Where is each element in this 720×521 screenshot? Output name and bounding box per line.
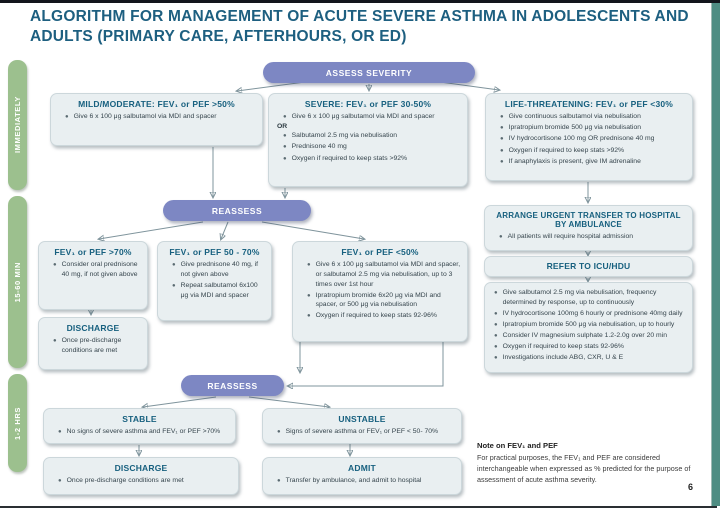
box-arrange-transfer bbox=[484, 205, 693, 251]
bullet-dot: ● bbox=[172, 282, 176, 289]
bottom-border bbox=[0, 506, 717, 508]
reassess-pill-2: REASSESS bbox=[181, 375, 284, 396]
bullet-item bbox=[58, 476, 232, 486]
box-discharge-2-title: DISCHARGE bbox=[114, 463, 168, 473]
box-fev-gt70-title: FEV₁ or PEF >70% bbox=[54, 247, 132, 257]
bullet-text: Give continuous salbutamol via nebulisation bbox=[508, 113, 641, 120]
assess-severity-pill: ASSESS SEVERITY bbox=[263, 62, 475, 83]
top-border bbox=[0, 0, 720, 3]
box-stable bbox=[43, 408, 236, 444]
bullet-dot: ● bbox=[283, 133, 287, 140]
box-stable-title: STABLE bbox=[122, 414, 157, 424]
box-fev-50-70 bbox=[157, 241, 272, 321]
bullet-text: Ipratropium bromide 500 μg via nebulisation, up to hourly bbox=[502, 320, 675, 328]
bullet-dot: ● bbox=[277, 478, 281, 484]
bullet-item bbox=[500, 123, 686, 133]
bullet-dot: ● bbox=[494, 355, 498, 362]
bullet-item bbox=[58, 427, 229, 437]
fev-pef-note-body: For practical purposes, the FEV₁ and PEF are considered interchangeable when expressed as % predicted for the purpose of assessment of acute asthma severity. bbox=[477, 453, 691, 484]
bullet-text: Investigations include ABG, CXR, U & E bbox=[502, 354, 624, 362]
bullet-dot: ● bbox=[494, 290, 498, 296]
bullet-dot: ● bbox=[494, 333, 498, 340]
box-fev-gt70 bbox=[38, 241, 148, 310]
box-fev-lt50-title: FEV₁ or PEF <50% bbox=[341, 247, 419, 257]
bullet-text: Ipratropium bromide 500 μg via nebulisation bbox=[508, 124, 642, 132]
right-accent-bar bbox=[712, 3, 720, 506]
bullet-dot: ● bbox=[500, 114, 504, 120]
timeline-15-60-min-label: 15-60 MIN bbox=[13, 261, 22, 303]
bullet-dot: ● bbox=[283, 155, 287, 162]
bullet-dot: ● bbox=[58, 429, 62, 435]
bullet-dot: ● bbox=[172, 262, 176, 268]
box-icu-actions bbox=[484, 282, 693, 373]
bullet-item bbox=[277, 427, 455, 437]
bullet-text: Once pre-discharge conditions are met bbox=[66, 477, 184, 484]
bullet-dot: ● bbox=[494, 344, 498, 351]
bullet-text: IV hydrocortisone 100 mg OR prednisone 40 mg bbox=[508, 135, 655, 143]
bullet-text: No signs of severe asthma and FEV₁ or PEF >70% bbox=[66, 428, 221, 435]
bullet-item bbox=[494, 288, 686, 308]
or-label: OR bbox=[277, 123, 288, 131]
bullet-text: If anaphylaxis is present, give IM adrenaline bbox=[508, 157, 641, 165]
bullet-text: Oxygen if required to keep stats >92% bbox=[291, 154, 408, 162]
timeline-immediately-label: IMMEDIATELY bbox=[13, 96, 22, 154]
bullet-item bbox=[494, 320, 686, 330]
bullet-dot: ● bbox=[494, 321, 498, 328]
bullet-dot: ● bbox=[307, 313, 311, 320]
fev-pef-note-title: Note on FEV₁ and PEF bbox=[477, 441, 558, 450]
bullet-dot: ● bbox=[283, 144, 287, 151]
box-arrange-transfer-title: ARRANGE URGENT TRANSFER TO HOSPITAL BY AMBULANCE bbox=[496, 211, 681, 229]
bullet-text: Consider oral prednisone 40 mg, if not given above bbox=[61, 261, 138, 278]
bullet-dot: ● bbox=[499, 234, 503, 240]
bullet-dot: ● bbox=[500, 158, 504, 165]
box-mild-moderate-title: MILD/MODERATE: FEV₁ or PEF >50% bbox=[78, 99, 235, 109]
bullet-text: Consider IV magnesium sulphate 1.2-2.0g over 20 min bbox=[502, 332, 667, 340]
bullet-dot: ● bbox=[307, 262, 311, 268]
bullet-dot: ● bbox=[283, 114, 287, 120]
bullet-dot: ● bbox=[277, 429, 281, 435]
bullet-text: Oxygen if required to keep stats 92-96% bbox=[502, 343, 624, 351]
box-admit bbox=[262, 457, 462, 495]
box-severe-title: SEVERE: FEV₁ or PEF 30-50% bbox=[304, 99, 432, 109]
bullet-text: IV hydrocortisone 100mg 6 hourly or prednisone 40mg daily bbox=[502, 309, 683, 317]
bullet-item bbox=[500, 157, 686, 167]
timeline-1-2-hrs bbox=[8, 374, 27, 472]
bullet-item bbox=[500, 112, 686, 122]
bullet-item bbox=[277, 476, 455, 486]
bullet-dot: ● bbox=[65, 114, 69, 120]
box-severe bbox=[268, 93, 468, 187]
bullet-item bbox=[307, 311, 461, 321]
bullet-dot: ● bbox=[53, 338, 57, 344]
box-refer-icu-title: REFER TO ICU/HDU bbox=[546, 261, 631, 271]
bullet-item bbox=[283, 142, 461, 152]
box-discharge-1 bbox=[38, 317, 148, 370]
timeline-1-2-hrs-label: 1-2 HRS bbox=[13, 406, 22, 440]
bullet-dot: ● bbox=[500, 147, 504, 154]
bullet-dot: ● bbox=[494, 310, 498, 317]
bullet-item bbox=[53, 260, 141, 280]
bullet-item bbox=[307, 260, 461, 290]
bullet-dot: ● bbox=[307, 292, 311, 299]
bullet-text: Prednisone 40 mg bbox=[291, 143, 347, 151]
box-unstable bbox=[262, 408, 462, 444]
bullet-text: Oxygen if required to keep stats 92-96% bbox=[315, 312, 437, 320]
box-fev-50-70-title: FEV₁ or PEF 50 - 70% bbox=[169, 247, 260, 257]
bullet-item bbox=[283, 131, 461, 141]
box-fev-lt50 bbox=[292, 241, 468, 342]
fev-pef-note bbox=[477, 441, 696, 485]
bullet-dot: ● bbox=[58, 478, 62, 484]
box-discharge-2 bbox=[43, 457, 239, 495]
timeline-immediately bbox=[8, 60, 27, 190]
box-life-threatening-title: LIFE-THREATENING: FEV₁ or PEF <30% bbox=[504, 99, 674, 109]
bullet-item bbox=[283, 154, 461, 164]
page-title: ALGORITHM FOR MANAGEMENT OF ACUTE SEVERE ASTHMA IN ADOLESCENTS AND ADULTS (PRIMARY CARE, AFTERHOURS, OR ED) bbox=[30, 8, 689, 46]
box-unstable-title: UNSTABLE bbox=[338, 414, 386, 424]
bullet-text: Oxygen if required to keep stats >92% bbox=[508, 146, 625, 154]
bullet-item bbox=[500, 134, 686, 144]
box-discharge-1-title: DISCHARGE bbox=[66, 323, 120, 333]
bullet-item bbox=[494, 331, 686, 341]
bullet-dot: ● bbox=[500, 136, 504, 143]
bullet-dot: ● bbox=[500, 125, 504, 132]
bullet-text: Give prednisone 40 mg, if not given above bbox=[180, 261, 259, 278]
box-refer-icu bbox=[484, 256, 693, 277]
bullet-item bbox=[494, 353, 686, 363]
bullet-item bbox=[65, 112, 256, 122]
bullet-text: Ipratropium bromide 6x20 μg via MDI and spacer, or 500 μg via nebulisation bbox=[315, 291, 441, 309]
bullet-dot: ● bbox=[53, 262, 57, 268]
bullet-text: All patients will require hospital admission bbox=[507, 233, 634, 240]
bullet-text: Transfer by ambulance, and admit to hospital bbox=[285, 477, 422, 484]
bullet-item bbox=[172, 260, 265, 280]
box-admit-title: ADMIT bbox=[348, 463, 376, 473]
box-mild-moderate bbox=[50, 93, 263, 146]
bullet-text: Give 6 x 100 μg salbutamol via MDI and spacer bbox=[73, 113, 217, 120]
box-life-threatening bbox=[485, 93, 693, 181]
bullet-text: Give 6 x 100 μg salbutamol via MDI and spacer bbox=[291, 113, 435, 120]
page-number: 6 bbox=[688, 482, 694, 492]
bullet-item bbox=[494, 309, 686, 319]
bullet-text: Give 6 x 100 μg salbutamol via MDI and spacer, or salbutamol 2.5 mg via nebulisation, up to 3 times over 1st hour bbox=[315, 261, 461, 288]
bullet-text: Signs of severe asthma or FEV₁ or PEF < 50- 70% bbox=[285, 428, 439, 435]
bullet-item bbox=[307, 291, 461, 311]
bullet-item bbox=[494, 342, 686, 352]
bullet-item bbox=[172, 281, 265, 301]
timeline-15-60-min bbox=[8, 196, 27, 368]
bullet-text: Salbutamol 2.5 mg via nebulisation bbox=[291, 132, 398, 140]
bullet-item bbox=[53, 336, 141, 356]
bullet-item bbox=[283, 112, 461, 122]
bullet-text: Once pre-discharge conditions are met bbox=[61, 337, 122, 354]
bullet-text: Repeat salbutamol 6x100 μg via MDI and spacer bbox=[180, 281, 258, 299]
bullet-text: Give salbutamol 2.5 mg via nebulisation, frequency determined by response, up to continuously bbox=[502, 289, 657, 306]
reassess-pill-1: REASSESS bbox=[163, 200, 311, 221]
bullet-item bbox=[500, 146, 686, 156]
bullet-item bbox=[499, 232, 686, 242]
